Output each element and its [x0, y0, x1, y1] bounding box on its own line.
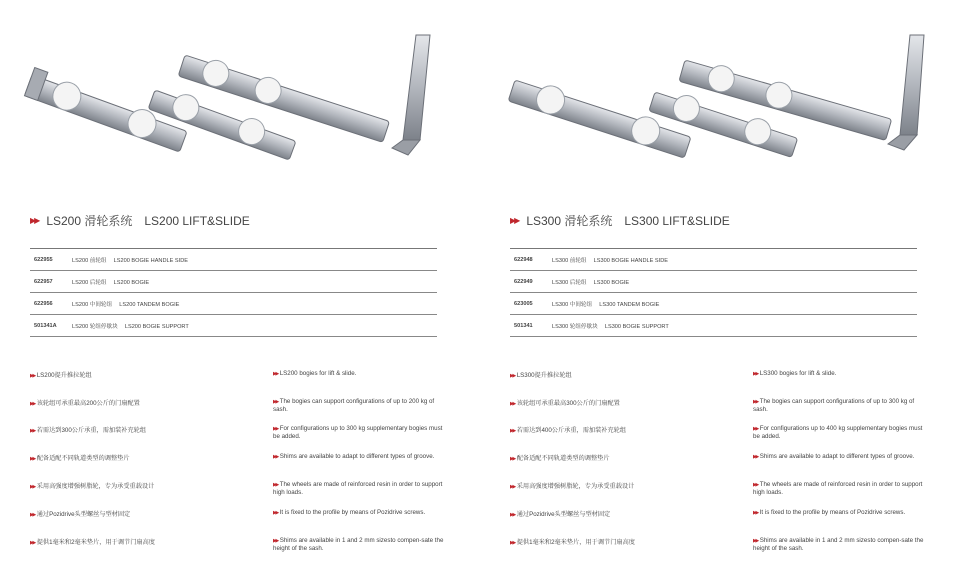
double-arrow-icon: ▶▶: [30, 216, 39, 225]
part-code: 622948: [514, 256, 533, 263]
feature-en: It is fixed to the profile by means of Pozidrive screws.: [279, 509, 426, 516]
ls300-parts-table: [510, 248, 917, 337]
part-description: LS200 中间轮组 LS200 TANDEM BOGIE: [72, 301, 180, 308]
ls200-title: LS200 滑轮系统 LS200 LIFT&SLIDE: [46, 214, 250, 228]
bullet-arrow-icon: ▶▶: [273, 510, 278, 516]
ls200-heading: [30, 212, 250, 229]
part-code: 622955: [34, 256, 53, 263]
part-description: LS200 后轮组 LS200 BOGIE: [72, 279, 150, 286]
bullet-arrow-icon: ▶▶: [273, 482, 278, 488]
bullet-arrow-icon: ▶▶: [753, 454, 758, 460]
table-row: [30, 315, 437, 337]
feature-cn: 采用高强度增强树脂轮，专为承受重载设计: [516, 483, 635, 490]
bullet-arrow-icon: ▶▶: [30, 428, 35, 434]
bullet-arrow-icon: ▶▶: [510, 373, 515, 379]
feature-en: Shims are available in 1 and 2 mm sizesto compen-sate the height of the sash.: [273, 537, 444, 553]
feature-cn: 若需达到400公斤承重，需加装补充轮组: [516, 427, 627, 434]
part-description: LS300 中间轮组 LS300 TANDEM BOGIE: [552, 301, 660, 308]
feature-en: The wheels are made of reinforced resin in order to support high loads.: [753, 481, 923, 497]
bullet-arrow-icon: ▶▶: [510, 428, 515, 434]
part-code: 623005: [514, 300, 533, 307]
feature-item: [510, 425, 940, 449]
bullet-arrow-icon: ▶▶: [273, 454, 278, 460]
part-code: 622956: [34, 300, 53, 307]
table-row: [30, 293, 437, 315]
feature-item: [510, 370, 940, 394]
bullet-arrow-icon: ▶▶: [510, 456, 515, 462]
feature-en: The bogies can support configurations of up to 300 kg of sash.: [753, 398, 915, 414]
feature-item: [510, 398, 940, 422]
feature-item: [30, 537, 460, 561]
ls200-parts-table: [30, 248, 437, 337]
feature-cn: 通过Pozidrive头型螺丝与型材固定: [516, 511, 611, 518]
feature-item: [510, 481, 940, 505]
feature-en: LS300 bogies for lift & slide.: [759, 370, 837, 377]
bullet-arrow-icon: ▶▶: [273, 399, 278, 405]
feature-item: [30, 425, 460, 449]
bullet-arrow-icon: ▶▶: [273, 538, 278, 544]
table-row: [30, 249, 437, 271]
bullet-arrow-icon: ▶▶: [30, 401, 35, 407]
bullet-arrow-icon: ▶▶: [273, 426, 278, 432]
feature-en: The bogies can support configurations of up to 200 kg of sash.: [273, 398, 435, 414]
bullet-arrow-icon: ▶▶: [30, 540, 35, 546]
feature-en: Shims are available to adapt to different types of groove.: [759, 453, 915, 460]
feature-cn: 该轮组可承重最高300公斤的门扇配置: [516, 400, 620, 407]
feature-cn: 提供1毫米和2毫米垫片，用于调节门扇高度: [516, 539, 635, 546]
feature-cn: 配备适配不同轨道类型的调整垫片: [36, 455, 130, 462]
part-description: LS300 前轮组 LS300 BOGIE HANDLE SIDE: [552, 257, 668, 264]
feature-item: [30, 509, 460, 533]
feature-item: [510, 453, 940, 477]
table-row: [30, 271, 437, 293]
ls300-heading: [510, 212, 730, 229]
feature-en: For configurations up to 400 kg supplementary bogies must be added.: [753, 425, 923, 441]
bullet-arrow-icon: ▶▶: [510, 484, 515, 490]
table-row: [510, 271, 917, 293]
ls200-section: [0, 0, 470, 584]
feature-cn: 通过Pozidrive头型螺丝与型材固定: [36, 511, 131, 518]
feature-cn: 该轮组可承重最高200公斤的门扇配置: [36, 400, 140, 407]
feature-cn: LS300提升推拉轮组: [516, 372, 572, 379]
ls200-product-photo: [20, 20, 460, 200]
bullet-arrow-icon: ▶▶: [753, 371, 758, 377]
feature-cn: LS200提升推拉轮组: [36, 372, 92, 379]
bullet-arrow-icon: ▶▶: [273, 371, 278, 377]
bullet-arrow-icon: ▶▶: [30, 373, 35, 379]
feature-en: Shims are available in 1 and 2 mm sizesto compen-sate the height of the sash.: [753, 537, 924, 553]
feature-en: For configurations up to 300 kg supplementary bogies must be added.: [273, 425, 443, 441]
feature-item: [30, 370, 460, 394]
table-row: [510, 293, 917, 315]
double-arrow-icon: ▶▶: [510, 216, 519, 225]
bullet-arrow-icon: ▶▶: [753, 482, 758, 488]
feature-item: [30, 398, 460, 422]
feature-item: [30, 453, 460, 477]
feature-item: [510, 509, 940, 533]
bullet-arrow-icon: ▶▶: [510, 512, 515, 518]
feature-en: It is fixed to the profile by means of Pozidrive screws.: [759, 509, 906, 516]
feature-en: The wheels are made of reinforced resin in order to support high loads.: [273, 481, 443, 497]
bullet-arrow-icon: ▶▶: [30, 484, 35, 490]
feature-item: [510, 537, 940, 561]
bullet-arrow-icon: ▶▶: [510, 540, 515, 546]
ls300-title: LS300 滑轮系统 LS300 LIFT&SLIDE: [526, 214, 730, 228]
part-description: LS300 后轮组 LS300 BOGIE: [552, 279, 630, 286]
bullet-arrow-icon: ▶▶: [30, 512, 35, 518]
part-code: 501341A: [34, 322, 57, 329]
bullet-arrow-icon: ▶▶: [753, 399, 758, 405]
bullet-arrow-icon: ▶▶: [753, 510, 758, 516]
part-code: 622957: [34, 278, 53, 285]
part-description: LS200 轮组停歇块 LS200 BOGIE SUPPORT: [72, 323, 189, 330]
feature-cn: 若需达到300公斤承重，需加装补充轮组: [36, 427, 147, 434]
table-row: [510, 249, 917, 271]
feature-item: [30, 481, 460, 505]
ls300-product-photo: [500, 20, 940, 200]
feature-cn: 采用高强度增强树脂轮，专为承受重载设计: [36, 483, 155, 490]
feature-cn: 提供1毫米和2毫米垫片，用于调节门扇高度: [36, 539, 155, 546]
bullet-arrow-icon: ▶▶: [510, 401, 515, 407]
feature-en: Shims are available to adapt to different types of groove.: [279, 453, 435, 460]
table-row: [510, 315, 917, 337]
part-description: LS200 前轮组 LS200 BOGIE HANDLE SIDE: [72, 257, 188, 264]
bullet-arrow-icon: ▶▶: [753, 426, 758, 432]
ls300-section: [480, 0, 950, 584]
part-description: LS300 轮组停歇块 LS300 BOGIE SUPPORT: [552, 323, 669, 330]
feature-cn: 配备适配不同轨道类型的调整垫片: [516, 455, 610, 462]
bullet-arrow-icon: ▶▶: [753, 538, 758, 544]
bullet-arrow-icon: ▶▶: [30, 456, 35, 462]
part-code: 501341: [514, 322, 533, 329]
part-code: 622949: [514, 278, 533, 285]
feature-en: LS200 bogies for lift & slide.: [279, 370, 357, 377]
